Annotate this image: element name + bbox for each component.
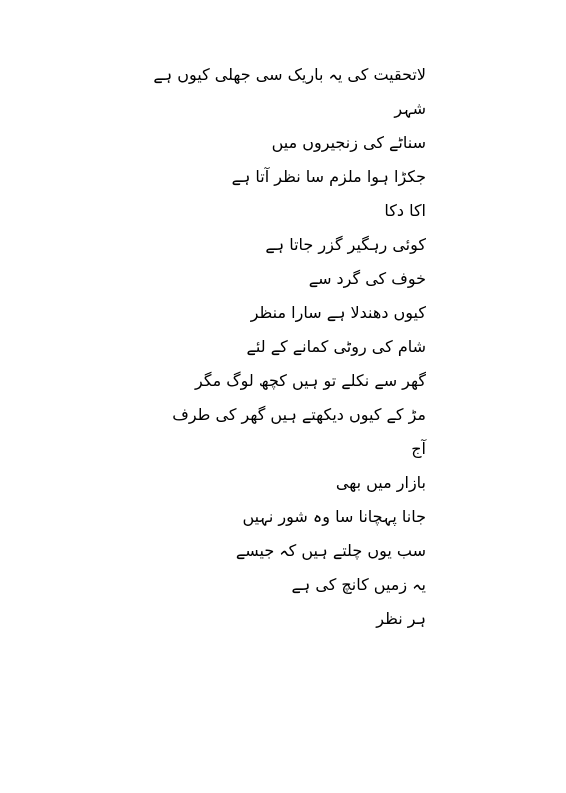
poem-line-10: گھر سے نکلے تو ہیں کچھ لوگ مگر	[194, 371, 426, 390]
poem-line-4: جکڑا ہوا ملزم سا نظر آتا ہے	[231, 167, 426, 186]
poem-line-16: یہ زمیں کانچ کی ہے	[291, 575, 426, 594]
poem-line-3: سناٹے کی زنجیروں میں	[271, 133, 426, 152]
poem-line-1: لاتحقیت کی یہ باریک سی جھلی کیوں ہے	[153, 65, 426, 84]
poem-line-13: بازار میں بھی	[335, 473, 426, 492]
poem-line-8: کیوں دھندلا ہے سارا منظر	[250, 303, 426, 322]
poem-line-11: مڑ کے کیوں دیکھتے ہیں گھر کی طرف	[172, 405, 426, 424]
poem-line-14: جانا پہچانا سا وہ شور نہیں	[242, 507, 426, 526]
poem-line-15: سب یوں چلتے ہیں کہ جیسے	[235, 541, 426, 560]
poem-line-12: آج	[411, 439, 426, 458]
poem-line-6: کوئی رہگیر گزر جاتا ہے	[265, 235, 426, 254]
poem-line-7: خوف کی گرد سے	[308, 269, 426, 288]
poem-text	[66, 58, 426, 636]
poem-line-9: شام کی روٹی کمانے کے لئے	[246, 337, 426, 356]
poem-line-17: ہر نظر	[376, 609, 426, 628]
poem-line-2: شہر	[394, 99, 426, 118]
poem-line-5: اکا دکا	[384, 201, 426, 220]
